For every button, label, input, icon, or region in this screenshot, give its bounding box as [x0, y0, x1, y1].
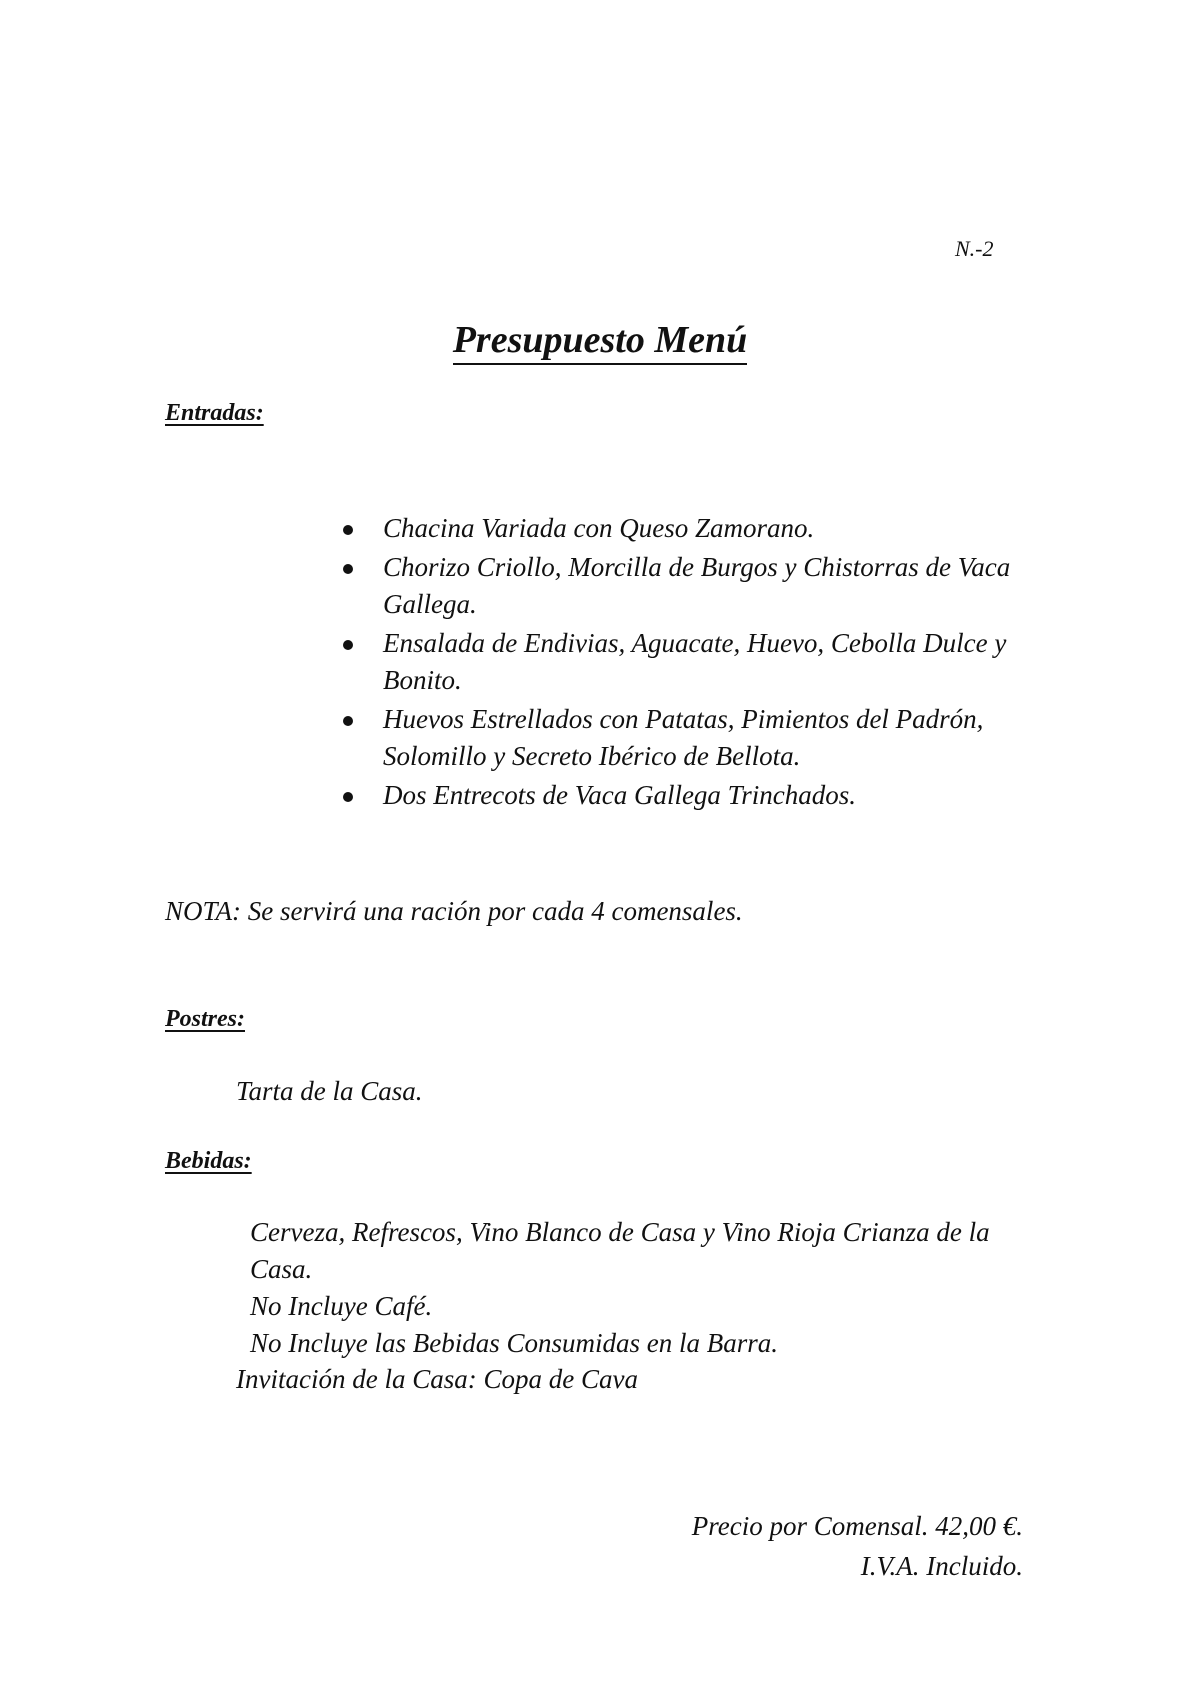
list-item-text: Chorizo Criollo, Morcilla de Burgos y Chistorras de Vaca Gallega.	[383, 552, 1011, 619]
title-text: Presupuesto Menú	[453, 319, 748, 365]
bullet-icon	[343, 716, 353, 726]
bullet-icon	[343, 525, 353, 535]
list-item	[343, 510, 1031, 547]
postres-item: Tarta de la Casa.	[236, 1076, 423, 1106]
list-item-text: Ensalada de Endivias, Aguacate, Huevo, Cebolla Dulce y Bonito.	[383, 628, 1007, 695]
bebidas-list	[250, 1214, 1032, 1362]
invitacion-text: Invitación de la Casa: Copa de Cava	[236, 1364, 638, 1394]
bullet-icon	[343, 792, 353, 802]
postres-heading: Postres:	[165, 1006, 245, 1032]
page-number: N.-2	[955, 236, 994, 261]
page-title	[0, 318, 1200, 362]
list-item	[343, 777, 1031, 814]
list-item-text: Dos Entrecots de Vaca Gallega Trinchados.	[383, 780, 856, 810]
list-item-text: Chacina Variada con Queso Zamorano.	[383, 513, 815, 543]
precio-block	[692, 1506, 1023, 1586]
bullet-icon	[343, 640, 353, 650]
bebidas-line: Cerveza, Refrescos, Vino Blanco de Casa y Vino Rioja Crianza de la Casa.	[250, 1217, 990, 1284]
list-item-text: Huevos Estrellados con Patatas, Pimientos del Padrón, Solomillo y Secreto Ibérico de Bellota.	[383, 704, 984, 771]
bebidas-heading: Bebidas:	[165, 1148, 252, 1174]
list-item	[343, 625, 1031, 699]
entradas-list	[343, 510, 1031, 816]
list-item	[343, 549, 1031, 623]
entradas-heading: Entradas:	[165, 400, 264, 426]
nota-text: NOTA: Se servirá una ración por cada 4 comensales.	[165, 896, 743, 926]
precio-line: Precio por Comensal. 42,00 €.	[691, 1511, 1023, 1541]
bebidas-line: No Incluye las Bebidas Consumidas en la Barra.	[250, 1328, 778, 1358]
iva-line: I.V.A. Incluido.	[860, 1551, 1023, 1581]
bullet-icon	[343, 564, 353, 574]
bebidas-line: No Incluye Café.	[250, 1291, 433, 1321]
list-item	[343, 701, 1031, 775]
